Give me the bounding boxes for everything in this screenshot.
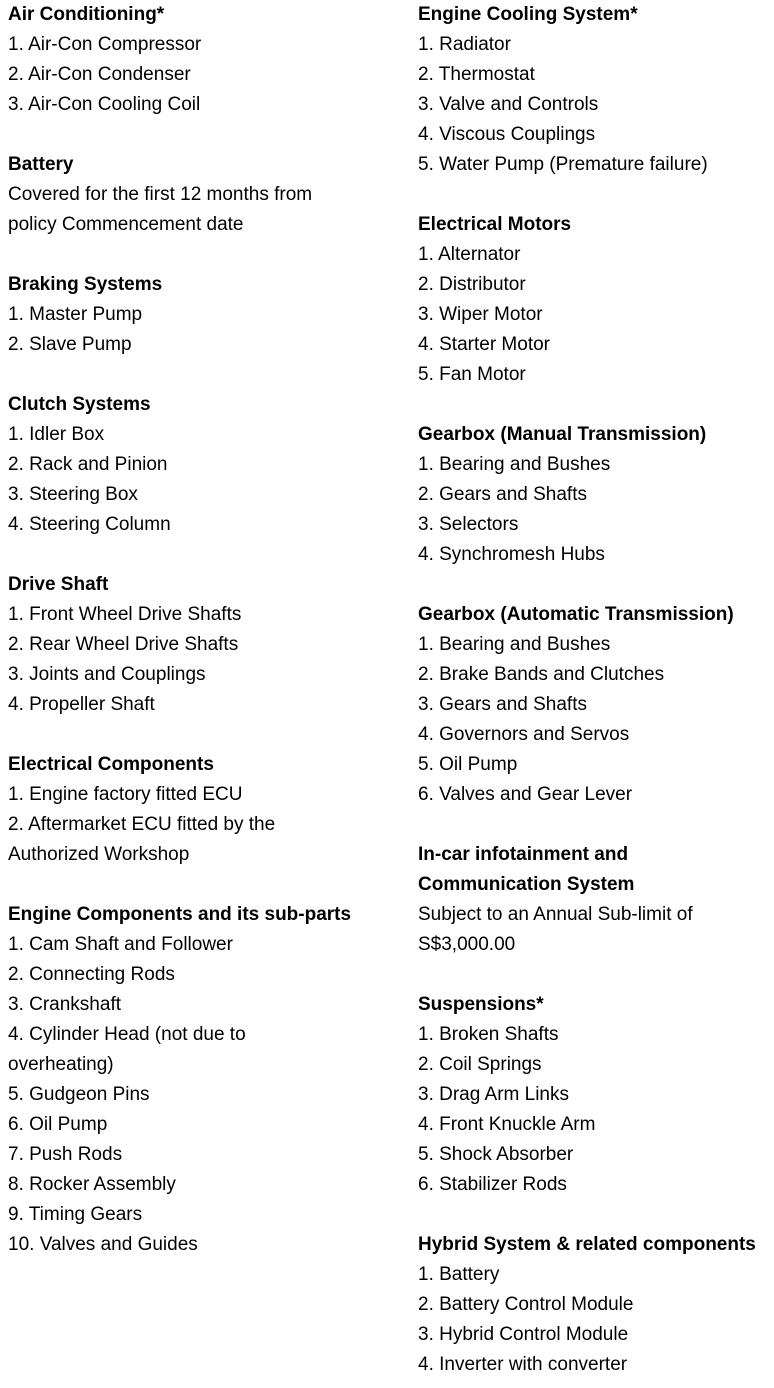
spacer — [8, 720, 408, 750]
list-item: 6. Valves and Gear Lever — [418, 784, 633, 805]
list-item: 2. Slave Pump — [8, 334, 132, 355]
spacer — [8, 870, 408, 900]
spacer — [418, 570, 774, 600]
list-item: S$3,000.00 — [418, 934, 516, 955]
spacer — [8, 360, 408, 390]
list-item: 3. Crankshaft — [8, 994, 121, 1015]
section-heading: Battery — [8, 154, 74, 175]
list-item: 3. Hybrid Control Module — [418, 1324, 629, 1345]
list-item: 8. Rocker Assembly — [8, 1174, 176, 1195]
list-item: 6. Stabilizer Rods — [418, 1174, 567, 1195]
list-item: 2. Rack and Pinion — [8, 454, 168, 475]
list-item: 6. Oil Pump — [8, 1114, 108, 1135]
list-item: Authorized Workshop — [8, 844, 190, 865]
list-item: 1. Battery — [418, 1264, 500, 1285]
list-item: 5. Fan Motor — [418, 364, 526, 385]
list-item: policy Commencement date — [8, 214, 244, 235]
section-heading: Air Conditioning* — [8, 4, 165, 25]
list-item: 1. Bearing and Bushes — [418, 634, 611, 655]
list-item: 4. Governors and Servos — [418, 724, 630, 745]
right-column — [418, 0, 774, 1380]
list-item: 1. Radiator — [418, 34, 511, 55]
list-item: 4. Propeller Shaft — [8, 694, 155, 715]
list-item: 2. Rear Wheel Drive Shafts — [8, 634, 239, 655]
section-heading: Braking Systems — [8, 274, 163, 295]
list-item: 2. Air-Con Condenser — [8, 64, 191, 85]
list-item: 1. Master Pump — [8, 304, 143, 325]
list-item: 7. Push Rods — [8, 1144, 123, 1165]
list-item: 3. Steering Box — [8, 484, 138, 505]
section-heading: Gearbox (Manual Transmission) — [418, 424, 707, 445]
section-heading: Engine Cooling System* — [418, 4, 638, 25]
section-heading: Electrical Components — [8, 754, 214, 775]
list-item: 9. Timing Gears — [8, 1204, 143, 1225]
list-item: 1. Idler Box — [8, 424, 105, 445]
section-heading: Communication System — [418, 874, 635, 895]
spacer — [418, 810, 774, 840]
list-item: 1. Engine factory fitted ECU — [8, 784, 243, 805]
list-item: 2. Battery Control Module — [418, 1294, 634, 1315]
list-item: 2. Connecting Rods — [8, 964, 175, 985]
list-item: 3. Wiper Motor — [418, 304, 543, 325]
list-item: 1. Bearing and Bushes — [418, 454, 611, 475]
spacer — [418, 1200, 774, 1230]
list-item: 5. Oil Pump — [418, 754, 518, 775]
list-item: 10. Valves and Guides — [8, 1234, 198, 1255]
list-item: 1. Broken Shafts — [418, 1024, 559, 1045]
section-heading: Drive Shaft — [8, 574, 109, 595]
list-item: 4. Steering Column — [8, 514, 171, 535]
list-item: 4. Cylinder Head (not due to — [8, 1024, 246, 1045]
list-item: 3. Drag Arm Links — [418, 1084, 569, 1105]
list-item: 3. Joints and Couplings — [8, 664, 206, 685]
list-item: Covered for the first 12 months from — [8, 184, 313, 205]
spacer — [8, 120, 408, 150]
list-item: 3. Gears and Shafts — [418, 694, 587, 715]
section-heading: In-car infotainment and — [418, 844, 629, 865]
list-item: 2. Brake Bands and Clutches — [418, 664, 665, 685]
list-item: 4. Inverter with converter — [418, 1354, 628, 1375]
list-item: 2. Gears and Shafts — [418, 484, 587, 505]
list-item: 1. Cam Shaft and Follower — [8, 934, 233, 955]
list-item: 5. Water Pump (Premature failure) — [418, 154, 708, 175]
section-heading: Engine Components and its sub-parts — [8, 904, 352, 925]
list-item: 4. Front Knuckle Arm — [418, 1114, 596, 1135]
section-heading: Suspensions* — [418, 994, 544, 1015]
list-item: 1. Air-Con Compressor — [8, 34, 202, 55]
list-item: Subject to an Annual Sub-limit of — [418, 904, 693, 925]
list-item: 3. Valve and Controls — [418, 94, 599, 115]
list-item: 2. Distributor — [418, 274, 526, 295]
list-item: 2. Coil Springs — [418, 1054, 542, 1075]
list-item: 1. Alternator — [418, 244, 521, 265]
list-item: 2. Thermostat — [418, 64, 535, 85]
spacer — [8, 540, 408, 570]
list-item: 3. Air-Con Cooling Coil — [8, 94, 201, 115]
left-column — [8, 0, 408, 1260]
section-heading: Electrical Motors — [418, 214, 572, 235]
list-item: 3. Selectors — [418, 514, 519, 535]
spacer — [418, 960, 774, 990]
section-heading: Gearbox (Automatic Transmission) — [418, 604, 734, 625]
list-item: 2. Aftermarket ECU fitted by the — [8, 814, 276, 835]
section-heading: Clutch Systems — [8, 394, 151, 415]
spacer — [8, 240, 408, 270]
list-item: 5. Shock Absorber — [418, 1144, 574, 1165]
list-item: 1. Front Wheel Drive Shafts — [8, 604, 242, 625]
section-heading: Hybrid System & related components — [418, 1234, 756, 1255]
list-item: overheating) — [8, 1054, 114, 1075]
spacer — [418, 180, 774, 210]
list-item: 5. Gudgeon Pins — [8, 1084, 150, 1105]
list-item: 4. Synchromesh Hubs — [418, 544, 605, 565]
spacer — [418, 390, 774, 420]
list-item: 4. Starter Motor — [418, 334, 550, 355]
list-item: 4. Viscous Couplings — [418, 124, 596, 145]
